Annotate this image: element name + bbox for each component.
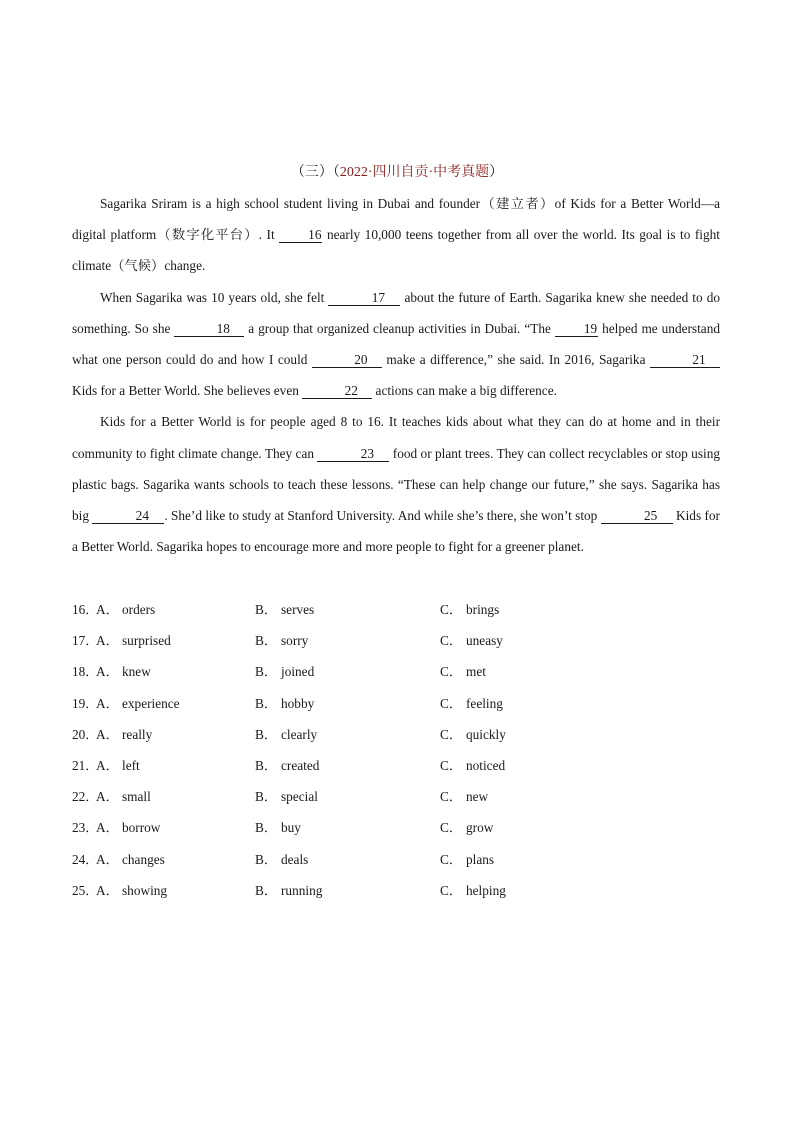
option-text: quickly: [466, 726, 506, 742]
option-letter: A．: [96, 602, 119, 617]
option-a: [96, 781, 151, 812]
option-text: small: [122, 789, 151, 805]
question-number: 20．: [72, 726, 99, 742]
question-row: [72, 844, 732, 875]
option-text: deals: [281, 851, 309, 867]
option-letter: C．: [440, 851, 463, 867]
blank-24: 24: [92, 508, 164, 524]
question-row: [72, 719, 732, 750]
passage-text: a group that organized cleanup activities in Dubai. “The: [244, 320, 555, 336]
blank-22: 22: [302, 383, 372, 399]
option-a: [96, 844, 165, 875]
option-text: uneasy: [466, 633, 503, 649]
option-text: serves: [281, 602, 315, 617]
option-c: [440, 594, 499, 625]
cloze-passage: [72, 188, 720, 562]
option-letter: B．: [255, 633, 278, 649]
option-b: [255, 781, 318, 812]
question-row: [72, 688, 732, 719]
option-c: [440, 812, 493, 843]
option-b: [255, 688, 314, 719]
option-letter: C．: [440, 726, 463, 742]
passage-text: helped me understand what one person could do and how I could: [72, 320, 720, 368]
option-c: [440, 625, 503, 656]
option-letter: B．: [255, 851, 278, 867]
question-row: [72, 656, 732, 687]
option-text: special: [281, 789, 318, 805]
option-a: [96, 656, 151, 687]
passage-text: Sagarika Sriram is a high school student living in Dubai and founder（建立者）of Kids for a Better World—a digital platform（数字化平台）. It: [72, 196, 720, 243]
option-letter: C．: [440, 664, 463, 680]
option-letter: C．: [440, 633, 463, 649]
option-text: sorry: [281, 633, 309, 649]
option-text: knew: [122, 664, 151, 680]
blank-23: 23: [317, 446, 389, 462]
question-number: 21．: [72, 757, 99, 773]
option-b: [255, 812, 301, 843]
option-text: brings: [466, 602, 500, 617]
option-a: [96, 625, 171, 656]
option-a: [96, 594, 155, 625]
option-a: [96, 750, 140, 781]
option-letter: A．: [96, 882, 119, 898]
blank-16: 16: [279, 227, 322, 243]
option-b: [255, 594, 314, 625]
option-text: surprised: [122, 633, 171, 649]
option-b: [255, 844, 308, 875]
option-c: [440, 844, 494, 875]
paragraph-3: [72, 406, 720, 562]
question-number: 23．: [72, 820, 99, 836]
option-c: [440, 688, 503, 719]
option-text: showing: [122, 882, 168, 898]
option-a: [96, 688, 180, 719]
option-letter: A．: [96, 820, 119, 836]
question-number: 16．: [72, 602, 99, 617]
question-number: 22．: [72, 789, 99, 805]
answer-options: [72, 594, 732, 906]
option-letter: B．: [255, 820, 278, 836]
option-letter: C．: [440, 695, 463, 711]
option-letter: C．: [440, 602, 463, 617]
option-letter: A．: [96, 789, 119, 805]
blank-25: 25: [601, 508, 673, 524]
blank-18: 18: [174, 321, 244, 337]
option-text: plans: [466, 851, 495, 867]
option-text: borrow: [122, 820, 161, 836]
passage-text: Kids for a Better World. She believes even: [72, 383, 303, 399]
option-letter: A．: [96, 726, 119, 742]
option-text: new: [466, 789, 489, 805]
option-text: met: [466, 664, 486, 680]
option-letter: B．: [255, 664, 278, 680]
question-row: [72, 594, 732, 625]
blank-17: 17: [328, 290, 400, 306]
passage-text: . She’d like to study at Stanford University. And while she’s there, she won’t stop: [164, 508, 601, 524]
section-title: [0, 164, 794, 182]
question-row: [72, 625, 732, 656]
option-b: [255, 719, 317, 750]
title-suffix: ）: [489, 165, 504, 180]
blank-19: 19: [555, 321, 598, 337]
question-number: 17．: [72, 633, 99, 649]
option-text: experience: [122, 695, 180, 711]
question-number: 19．: [72, 695, 99, 711]
question-number: 18．: [72, 664, 99, 680]
option-letter: C．: [440, 789, 463, 805]
option-text: created: [281, 757, 320, 773]
option-letter: A．: [96, 757, 119, 773]
option-letter: B．: [255, 602, 278, 617]
option-text: helping: [466, 882, 506, 898]
option-text: changes: [122, 851, 165, 867]
option-letter: A．: [96, 633, 119, 649]
option-text: buy: [281, 820, 301, 836]
option-b: [255, 656, 314, 687]
option-text: feeling: [466, 695, 503, 711]
passage-text: When Sagarika was 10 years old, she felt: [100, 289, 329, 305]
option-letter: C．: [440, 757, 463, 773]
title-prefix: （三）（: [290, 165, 340, 180]
passage-text: make a difference,” she said. In 2016, Sagarika: [381, 352, 650, 368]
option-c: [440, 750, 505, 781]
blank-20: 20: [312, 352, 382, 368]
option-text: joined: [281, 664, 315, 680]
option-b: [255, 875, 322, 906]
paragraph-2: [72, 282, 720, 407]
option-text: left: [122, 757, 140, 773]
option-letter: B．: [255, 695, 278, 711]
question-row: [72, 812, 732, 843]
question-row: [72, 750, 732, 781]
paragraph-1: [72, 188, 720, 282]
question-number: 24．: [72, 851, 99, 867]
passage-text: actions can make a big difference.: [372, 383, 557, 399]
blank-21: 21: [650, 352, 720, 368]
option-c: [440, 719, 506, 750]
option-text: really: [122, 726, 153, 742]
option-letter: B．: [255, 757, 278, 773]
option-c: [440, 656, 486, 687]
option-c: [440, 781, 488, 812]
question-number: 25．: [72, 882, 99, 898]
option-letter: B．: [255, 882, 278, 898]
option-c: [440, 875, 506, 906]
option-text: running: [281, 882, 323, 898]
option-a: [96, 812, 160, 843]
option-letter: A．: [96, 851, 119, 867]
question-row: [72, 875, 732, 906]
passage-text: Kids for a Better World is for people aged 8 to 16. It teaches kids about what they can do at home and in their community to fight climate change. They can: [72, 414, 720, 461]
option-letter: C．: [440, 882, 463, 898]
option-text: grow: [466, 820, 494, 836]
question-row: [72, 781, 732, 812]
option-text: noticed: [466, 757, 506, 773]
option-text: hobby: [281, 695, 315, 711]
title-source: 2022·四川自贡·中考真题: [339, 165, 490, 180]
option-letter: B．: [255, 726, 278, 742]
option-letter: A．: [96, 664, 119, 680]
option-letter: C．: [440, 820, 463, 836]
option-b: [255, 750, 319, 781]
option-a: [96, 719, 152, 750]
passage-text: nearly 10,000 teens together from all over the world. Its goal is to fight climate（气候）change.: [72, 227, 720, 274]
option-text: clearly: [281, 726, 318, 742]
passage-text: Kids for a Better World. Sagarika hopes to encourage more and more people to fight for a greener planet.: [72, 508, 720, 555]
option-b: [255, 625, 308, 656]
option-letter: B．: [255, 789, 278, 805]
option-text: orders: [122, 602, 156, 617]
passage-text: food or plant trees. They can collect recyclables or stop using plastic bags. Sagarika wants schools to teach these lessons. “These can help change our future,” she says. Sagarika has big: [72, 445, 720, 524]
option-a: [96, 875, 167, 906]
passage-text: about the future of Earth. Sagarika knew she needed to do something. So she: [72, 289, 720, 336]
option-letter: A．: [96, 695, 119, 711]
